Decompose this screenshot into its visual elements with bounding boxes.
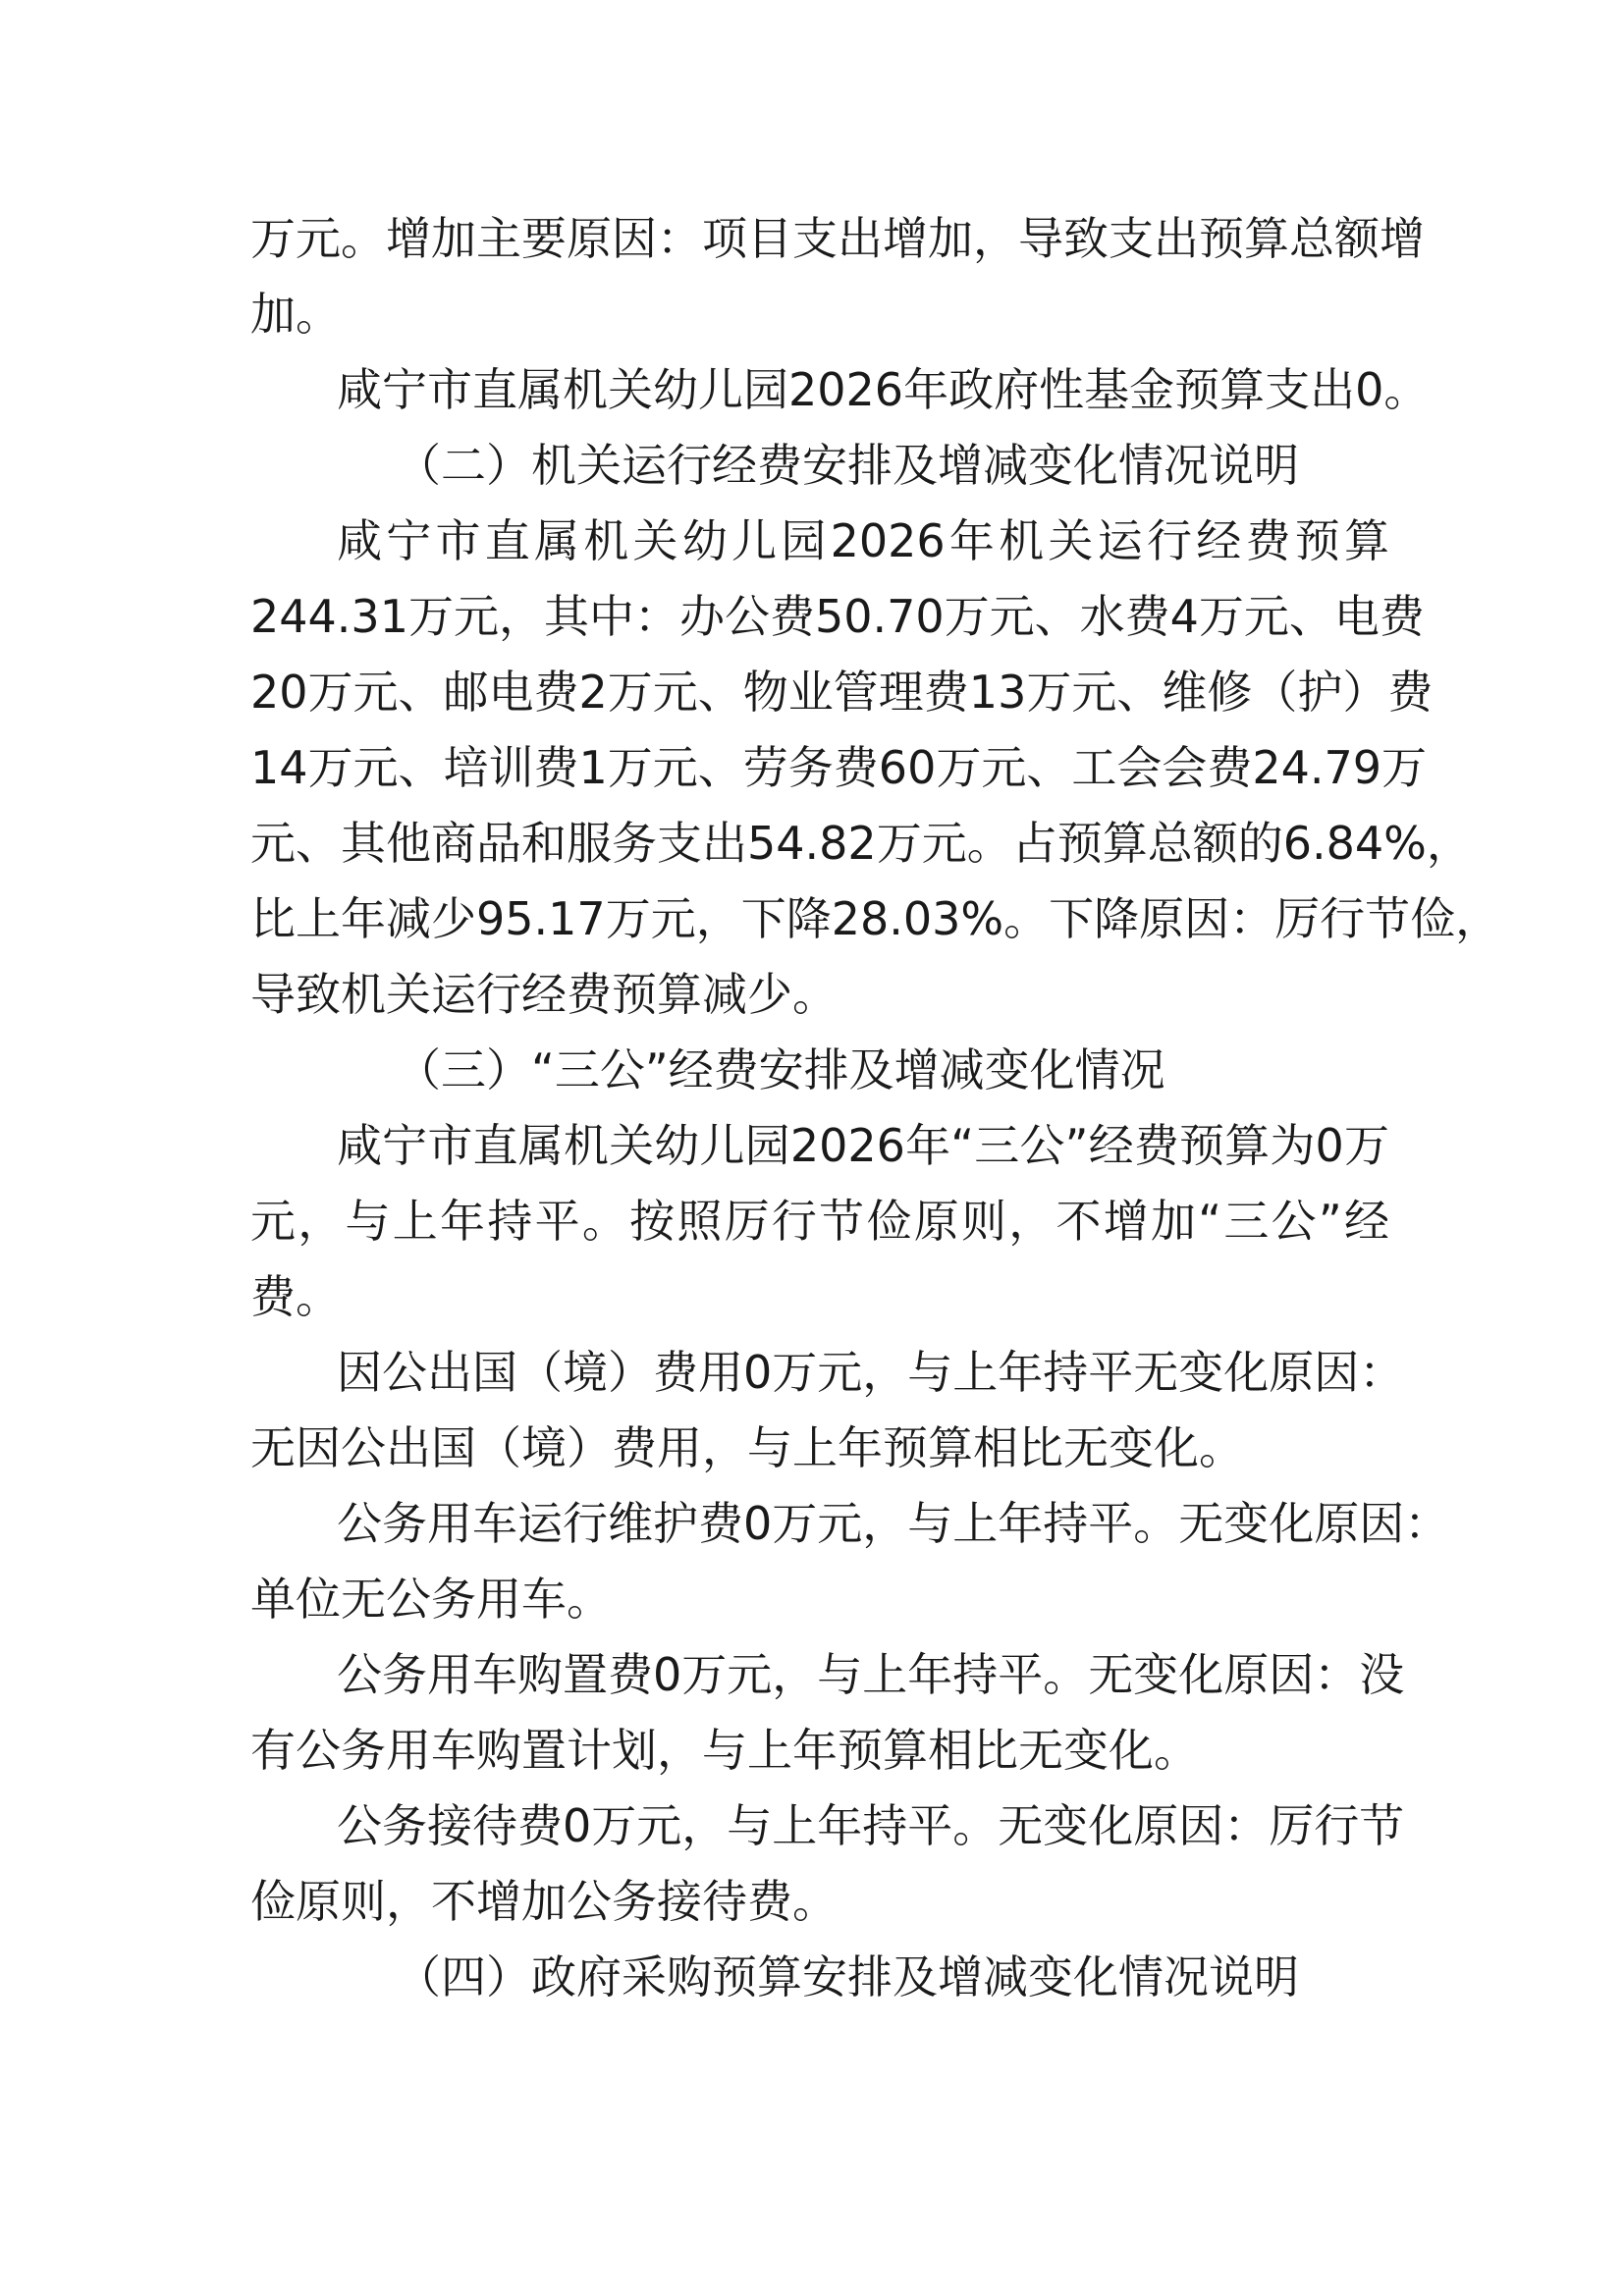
text-line: 加。	[250, 288, 341, 341]
text-line: 导致机关运行经费预算减少。	[250, 968, 838, 1021]
text-line: 万元。增加主要原因：项目支出增加，导致支出预算总额增	[250, 212, 1425, 265]
text-line: 有公务用车购置计划，与上年预算相比无变化。	[250, 1724, 1199, 1777]
paragraph-first-line: 咸宁市直属机关幼儿园2026年政府性基金预算支出0。	[337, 363, 1430, 416]
section-heading: （四）政府采购预算安排及增减变化情况说明	[396, 1950, 1299, 2003]
text-line: 无因公出国（境）费用，与上年预算相比无变化。	[250, 1421, 1244, 1474]
text-line: 比上年减少95.17万元，下降28.03%。下降原因：厉行节俭，	[250, 892, 1501, 945]
text-line: 俭原则，不增加公务接待费。	[250, 1875, 838, 1928]
paragraph-first-line: 公务用车运行维护费0万元，与上年持平。无变化原因：	[337, 1497, 1450, 1550]
paragraph-first-line: 因公出国（境）费用0万元，与上年持平无变化原因：	[337, 1346, 1405, 1399]
paragraph-first-line: 咸宁市直属机关幼儿园2026年机关运行经费预算	[337, 514, 1389, 567]
text-line: 元，与上年持平。按照厉行节俭原则，不增加“三公”经	[250, 1195, 1389, 1248]
paragraph-first-line: 公务接待费0万元，与上年持平。无变化原因：厉行节	[337, 1799, 1405, 1852]
section-heading: （二）机关运行经费安排及增减变化情况说明	[396, 439, 1299, 492]
text-line: 元、其他商品和服务支出54.82万元。占预算总额的6.84%，	[250, 817, 1472, 870]
text-line: 244.31万元，其中：办公费50.70万元、水费4万元、电费	[250, 590, 1425, 643]
section-heading: （三）“三公”经费安排及增减变化情况	[396, 1043, 1165, 1096]
text-line: 单位无公务用车。	[250, 1573, 612, 1626]
text-line: 费。	[250, 1270, 341, 1323]
paragraph-first-line: 咸宁市直属机关幼儿园2026年“三公”经费预算为0万	[337, 1119, 1389, 1172]
text-line: 14万元、培训费1万元、劳务费60万元、工会会费24.79万	[250, 741, 1428, 794]
text-line: 20万元、邮电费2万元、物业管理费13万元、维修（护）费	[250, 666, 1434, 719]
paragraph-first-line: 公务用车购置费0万元，与上年持平。无变化原因：没	[337, 1648, 1405, 1701]
document-body	[250, 201, 1501, 2015]
